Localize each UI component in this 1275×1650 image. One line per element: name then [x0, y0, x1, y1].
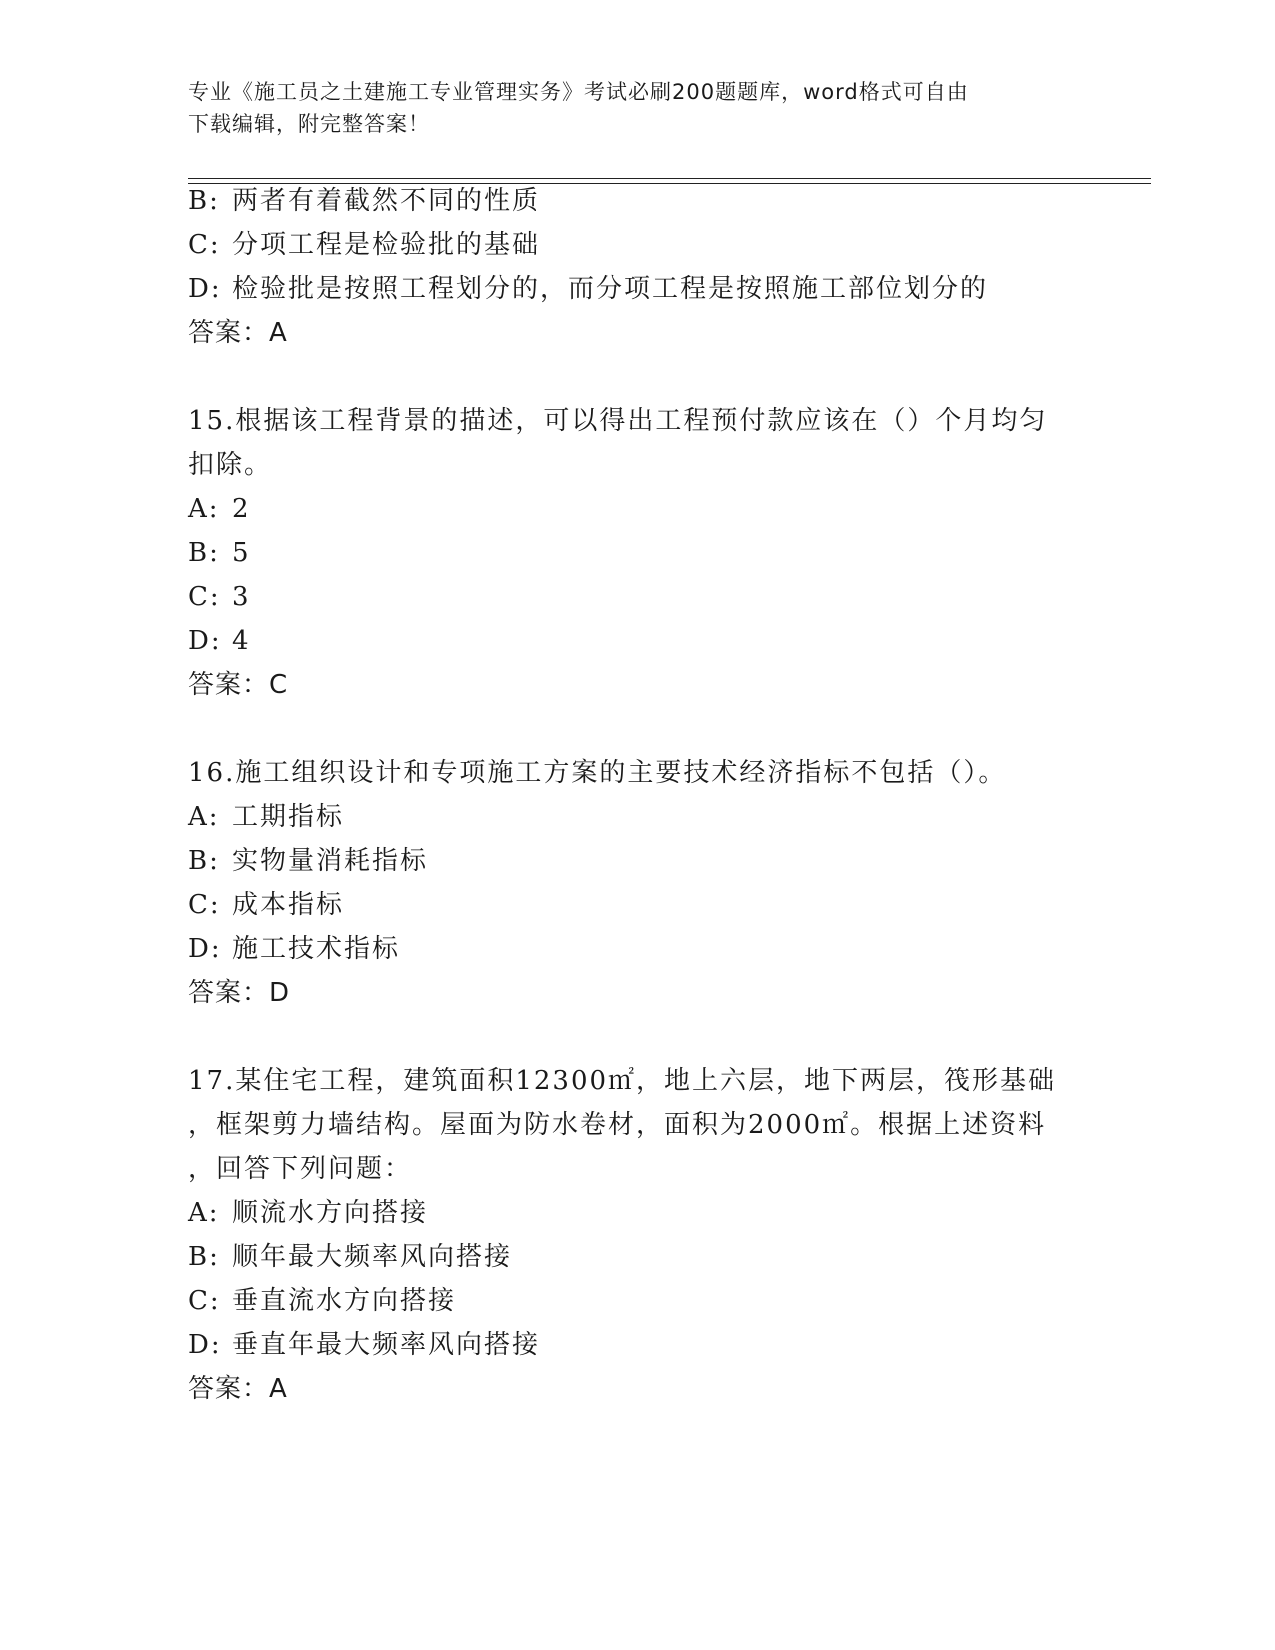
q17-stem-line-2: ，框架剪力墙结构。屋面为防水卷材，面积为2000㎡。根据上述资料 [188, 1110, 1047, 1140]
q15-stem-line-1: 15.根据该工程背景的描述，可以得出工程预付款应该在（）个月均匀 [188, 406, 1048, 436]
q17-option-b: B: 顺年最大频率风向搭接 [188, 1242, 513, 1272]
q16-option-d: D: 施工技术指标 [188, 934, 401, 964]
q15-answer: 答案：C [188, 670, 289, 700]
q15-option-c: C: 3 [188, 582, 251, 612]
q17-stem-line-3: ，回答下列问题： [188, 1154, 413, 1184]
q16-stem-line-1: 16.施工组织设计和专项施工方案的主要技术经济指标不包括（）。 [188, 758, 1007, 788]
q14-option-b: B: 两者有着截然不同的性质 [188, 186, 541, 216]
q16-option-a: A: 工期指标 [188, 802, 345, 832]
q15-stem-line-2: 扣除。 [188, 450, 273, 480]
q17-answer: 答案：A [188, 1374, 288, 1404]
q14-option-d: D: 检验批是按照工程划分的，而分项工程是按照施工部位划分的 [188, 274, 989, 304]
q17-option-c: C: 垂直流水方向搭接 [188, 1286, 457, 1316]
document-header [188, 76, 1068, 140]
q17-stem-line-1: 17.某住宅工程，建筑面积12300㎡，地上六层，地下两层，筏形基础 [188, 1066, 1057, 1096]
q16-option-c: C: 成本指标 [188, 890, 345, 920]
q17-option-a: A: 顺流水方向搭接 [188, 1198, 429, 1228]
q15-option-d: D: 4 [188, 626, 251, 656]
q16-answer: 答案：D [188, 978, 291, 1008]
q15-option-b: B: 5 [188, 538, 251, 568]
header-line-1: 专业《施工员之土建施工专业管理实务》考试必刷200题题库，word格式可自由 [188, 80, 969, 104]
q17-option-d: D: 垂直年最大频率风向搭接 [188, 1330, 541, 1360]
q14-option-c: C: 分项工程是检验批的基础 [188, 230, 541, 260]
q14-answer: 答案：A [188, 318, 288, 348]
q16-option-b: B: 实物量消耗指标 [188, 846, 429, 876]
header-line-2: 下载编辑，附完整答案！ [188, 112, 430, 136]
q15-option-a: A: 2 [188, 494, 251, 524]
